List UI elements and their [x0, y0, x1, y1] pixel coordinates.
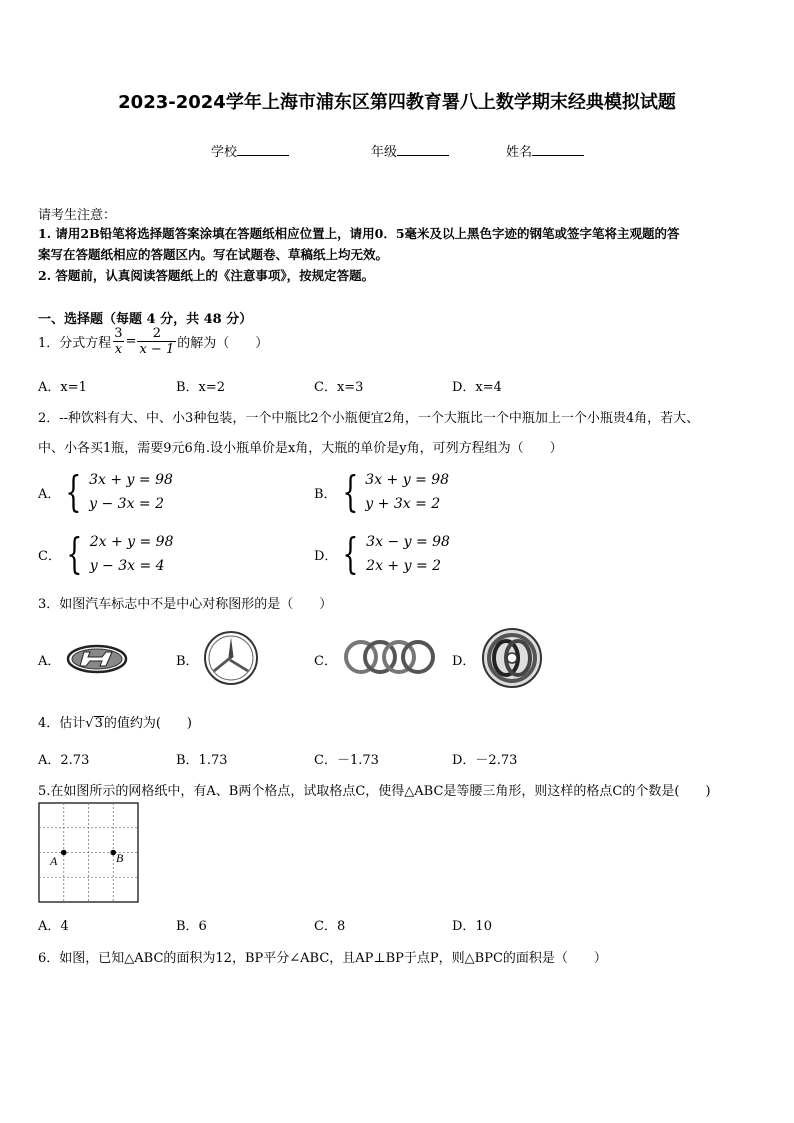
q5-option-c[interactable]: C．8	[314, 919, 346, 934]
q2-b-system	[337, 468, 450, 516]
q2-d-eq2: 2x + y = 2	[366, 558, 442, 574]
page-title: 2023-2024学年上海市浦东区第四教育署八上数学期末经典模拟试题	[118, 92, 676, 113]
q3-option-b-label[interactable]: B．	[176, 654, 199, 669]
q2-b-label: B．	[314, 486, 337, 502]
q1-prefix: 1．分式方程	[38, 336, 112, 351]
q1-option-a[interactable]: A．x=1	[38, 380, 87, 395]
section-heading: 一、选择题（每题 4 分，共 48 分）	[38, 312, 253, 327]
q1-option-c[interactable]: C．x=3	[314, 380, 364, 395]
q2-line1: 2．--种饮料有大、中、小3种包装，一个中瓶比2个小瓶便宜2角，一个大瓶比一个中瓶加上一个小瓶贵4角，若大、	[38, 411, 700, 426]
q2-line2: 中、小各买1瓶，需要9元6角.设小瓶单价是x角，大瓶的单价是y角，可列方程组为（ ）	[38, 441, 563, 456]
q1-suffix: 的解为（ ）	[177, 336, 269, 351]
q2-c-label: C．	[38, 548, 61, 564]
q2-a-eq1: 3x + y = 98	[89, 472, 173, 488]
q4-suffix: 的值约为( )	[103, 716, 193, 731]
question-1	[38, 326, 268, 357]
q2-c-system	[61, 530, 174, 578]
q2-a-system	[60, 468, 173, 516]
brace-icon: {	[342, 529, 359, 578]
school-label: 学校	[211, 145, 238, 160]
brace-icon: {	[65, 467, 82, 516]
q2-d-eq1: 3x − y = 98	[366, 534, 450, 550]
q2-c-eq1: 2x + y = 98	[89, 534, 174, 550]
q1-option-b[interactable]: B．x=2	[176, 380, 226, 395]
q5-option-a[interactable]: A．4	[38, 919, 69, 934]
q1-fraction-1	[112, 326, 124, 357]
q3-option-c-label[interactable]: C．	[314, 654, 337, 669]
grade-label: 年级	[371, 145, 398, 160]
question-4	[38, 712, 192, 731]
q5-grid-figure	[38, 802, 140, 904]
q1-fraction-2	[137, 326, 176, 357]
q5-option-b[interactable]: B．6	[176, 919, 207, 934]
q4-option-c[interactable]: C．－1.73	[314, 753, 379, 768]
q2-option-a[interactable]	[38, 468, 173, 516]
name-blank[interactable]	[532, 143, 584, 156]
audi-logo-icon[interactable]	[340, 638, 440, 676]
brace-icon: {	[66, 529, 83, 578]
q3-text: 3．如图汽车标志中不是中心对称图形的是（ ）	[38, 597, 333, 612]
q2-option-b[interactable]	[314, 468, 449, 516]
q4-option-a[interactable]: A．2.73	[38, 753, 90, 768]
brace-icon: {	[341, 467, 358, 516]
q3-option-d-label[interactable]: D．	[452, 654, 476, 669]
q5-option-d[interactable]: D．10	[452, 919, 492, 934]
q2-option-c[interactable]	[38, 530, 173, 578]
q1-option-d[interactable]: D．x=4	[452, 380, 502, 395]
notice-item1-line2: 案写在答题纸相应的答题区内。写在试题卷、草稿纸上均无效。	[38, 247, 389, 262]
notice-heading: 请考生注意：	[38, 208, 117, 223]
mercedes-logo-icon[interactable]	[203, 630, 259, 686]
q1-num2: 2	[152, 326, 161, 341]
q4-radicand: 3	[94, 716, 103, 731]
q4-prefix: 4．估计	[38, 716, 86, 731]
q2-a-label: A．	[38, 486, 61, 502]
dongfeng-logo-icon[interactable]	[480, 626, 544, 690]
grade-blank[interactable]	[397, 143, 449, 156]
q2-c-eq2: y − 3x = 4	[89, 558, 165, 574]
school-blank[interactable]	[237, 143, 289, 156]
q2-b-eq2: y + 3x = 2	[365, 496, 441, 512]
name-field[interactable]	[506, 141, 584, 160]
q5-text: 5.在如图所示的网格纸中，有A、B两个格点，试取格点C，使得△ABC是等腰三角形，则这样的格点C的个数是( )	[38, 784, 711, 799]
q1-den2: x − 1	[139, 342, 175, 357]
school-field[interactable]	[211, 141, 289, 160]
q5-point-a-label: A	[50, 854, 58, 868]
q1-den1: x	[114, 342, 123, 357]
q1-num1: 3	[114, 326, 123, 341]
hyundai-logo-icon[interactable]	[66, 644, 128, 674]
q4-option-d[interactable]: D．－2.73	[452, 753, 518, 768]
sqrt-icon: √	[85, 716, 94, 731]
q2-a-eq2: y − 3x = 2	[89, 496, 165, 512]
q4-option-b[interactable]: B．1.73	[176, 753, 228, 768]
notice-item1-line1: 1. 请用2B铅笔将选择题答案涂填在答题纸相应位置上，请用0．5毫米及以上黑色字迹的钢笔或签字笔将主观题的答	[38, 226, 680, 241]
q3-option-a-label[interactable]: A．	[38, 654, 61, 669]
q5-point-b-label: B	[116, 851, 124, 865]
q2-b-eq1: 3x + y = 98	[365, 472, 450, 488]
q2-d-system	[337, 530, 450, 578]
grade-field[interactable]	[371, 141, 449, 160]
q2-d-label: D．	[314, 548, 338, 564]
notice-item2: 2. 答题前，认真阅读答题纸上的《注意事项》，按规定答题。	[38, 268, 375, 283]
q6-text: 6．如图，已知△ABC的面积为12，BP平分∠ABC，且AP⊥BP于点P，则△BPC的面积是（ ）	[38, 951, 607, 966]
q2-option-d[interactable]	[314, 530, 450, 578]
name-label: 姓名	[506, 145, 533, 160]
q1-equals: =	[125, 334, 137, 349]
